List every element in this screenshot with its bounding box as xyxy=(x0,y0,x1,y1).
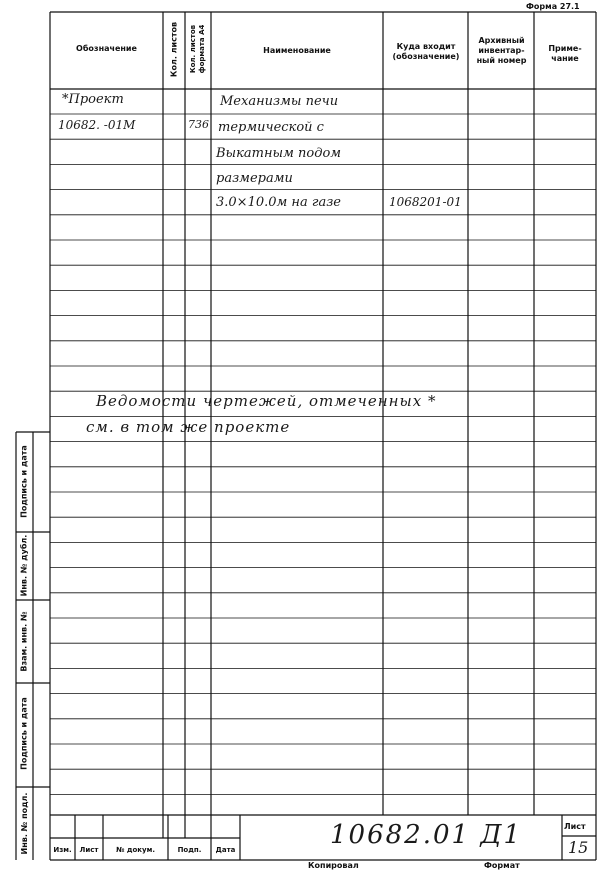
side-label-inv-podl: Инв. № подл. xyxy=(20,792,29,855)
side-label-5-cell xyxy=(16,787,33,860)
stamp-doc-no: № докум. xyxy=(115,846,156,854)
side-label-1-cell xyxy=(16,432,33,532)
header-a4-count: Кол. листов формата А4 xyxy=(189,24,206,74)
footer-format: Формат xyxy=(484,861,520,870)
row-2-designation: 10682. -01М xyxy=(58,118,136,132)
header-designation: Обозначение xyxy=(76,44,137,53)
row-1-name: Механизмы печи xyxy=(220,94,339,109)
side-label-vzam-inv: Взам. инв. № xyxy=(19,611,29,672)
header-sheet-count: Кол. листов xyxy=(169,21,179,78)
header-sheet-count-cell xyxy=(163,12,185,89)
stamp-sign: Подп. xyxy=(177,846,202,854)
side-label-sign-date-2: Подпись и дата xyxy=(19,697,29,770)
header-note: Приме-чание xyxy=(548,44,582,63)
stamp-izm: Изм. xyxy=(53,846,72,854)
stamp-sheet-number: 15 xyxy=(568,838,589,857)
stamp-list: Лист xyxy=(79,846,99,854)
row-5-where: 1068201-01 xyxy=(389,195,462,209)
side-label-3-cell xyxy=(16,600,33,683)
form-label: Форма 27.1 xyxy=(526,2,580,11)
side-label-inv-dubl: Инв. № дубл. xyxy=(19,534,29,597)
stamp-sheet-label: Лист xyxy=(564,822,586,831)
header-archive-no: Архивный инвентар-ный номер xyxy=(476,36,527,65)
stamp-document-code: 10682.01 Д1 xyxy=(330,820,523,850)
stamp-date: Дата xyxy=(215,846,236,854)
header-where-used: Куда входит (обозначение) xyxy=(392,42,460,61)
note-line-2: см. в том же проекте xyxy=(86,418,291,436)
header-name: Наименование xyxy=(263,46,331,55)
row-5-name: 3.0×10.0м на газе xyxy=(216,195,341,210)
side-label-2-cell xyxy=(16,532,33,600)
row-3-name: Выкатным подом xyxy=(216,146,342,161)
side-label-4-cell xyxy=(16,683,33,787)
row-4-name: размерами xyxy=(216,171,293,186)
footer-copied: Копировал xyxy=(308,861,359,870)
row-1-designation: *Проект xyxy=(62,92,124,107)
header-a4-cell xyxy=(185,12,211,89)
row-2-name: термической с xyxy=(218,120,324,135)
side-label-sign-date: Подпись и дата xyxy=(19,445,29,518)
note-line-1: Ведомости чертежей, отмеченных * xyxy=(96,392,437,410)
row-2-a4: 736 xyxy=(188,118,209,131)
